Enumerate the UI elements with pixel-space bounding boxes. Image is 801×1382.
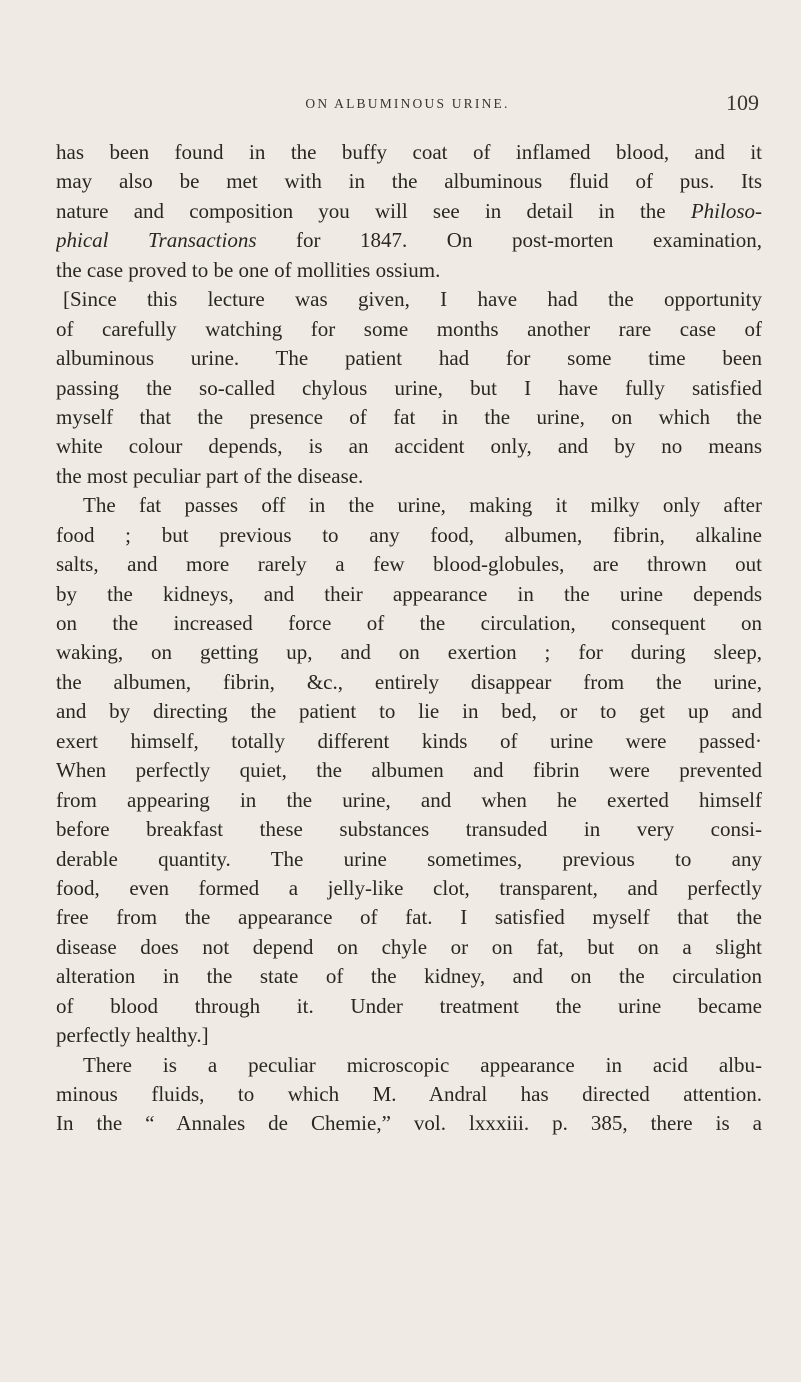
body-text [56, 138, 762, 1139]
text-line: the albumen, fibrin, &c., entirely disappear from the urine, [56, 669, 762, 694]
text-line: disease does not depend on chyle or on fat, but on a slight [56, 934, 762, 959]
text-line: on the increased force of the circulation, consequent on [56, 611, 762, 635]
text-line: and by directing the patient to lie in bed, or to get up and [56, 699, 762, 724]
text-line [56, 197, 762, 226]
text-line: albuminous urine. The patient had for some time been [56, 346, 762, 371]
text-line: minous fluids, to which M. Andral has directed attention. [56, 1082, 762, 1106]
text-line: by the kidneys, and their appearance in the urine depends [56, 581, 762, 606]
text-line: In the “ Annales de Chemie,” vol. lxxxiii. p. 385, there is a [56, 1111, 762, 1136]
page-number: 109 [726, 90, 759, 115]
text-line: may also be met with in the albuminous fluid of pus. Its [56, 169, 762, 194]
text-line [56, 226, 762, 255]
text-line: [Since this lecture was given, I have had the opportunity [63, 287, 762, 312]
text-line: passing the so-called chylous urine, but I have fully satisfied [56, 375, 762, 400]
text-line: of blood through it. Under treatment the urine became [56, 993, 762, 1018]
text-line: The fat passes off in the urine, making it milky only after [83, 493, 762, 518]
text-line: of carefully watching for some months another rare case of [56, 316, 762, 341]
text-line: When perfectly quiet, the albumen and fibrin were prevented [56, 758, 762, 783]
text-line: before breakfast these substances transuded in very consi- [56, 817, 762, 842]
text-line: white colour depends, is an accident only, and by no means [56, 434, 762, 459]
running-title: ON ALBUMINOUS URINE. [305, 96, 510, 111]
text-line: food ; but previous to any food, albumen, fibrin, alkaline [56, 522, 762, 547]
text-line: alteration in the state of the kidney, and on the circulation [56, 964, 762, 989]
italic-title: Philoso- [690, 198, 762, 223]
text-line: the most peculiar part of the disease. [56, 463, 364, 488]
text-span: for 1847. On post-morten examination, [256, 228, 762, 253]
text-span: nature and composition you will see in detail in the [56, 198, 666, 223]
text-line: derable quantity. The urine sometimes, previous to any [56, 846, 762, 871]
text-line: exert himself, totally different kinds of urine were passed· [56, 728, 762, 753]
text-line: perfectly healthy.] [56, 1023, 209, 1048]
text-line: has been found in the buffy coat of inflamed blood, and it [56, 140, 762, 164]
text-line: from appearing in the urine, and when he exerted himself [56, 787, 762, 812]
text-line: food, even formed a jelly-like clot, transparent, and perfectly [56, 875, 762, 900]
text-line: myself that the presence of fat in the urine, on which the [56, 404, 762, 429]
italic-title: phical Transactions [56, 228, 257, 253]
text-line: free from the appearance of fat. I satisfied myself that the [56, 905, 762, 930]
running-head [56, 90, 759, 120]
text-line: salts, and more rarely a few blood-globules, are thrown out [56, 552, 762, 577]
text-line: waking, on getting up, and on exertion ; for during sleep, [56, 640, 762, 665]
text-line: There is a peculiar microscopic appearance in acid albu- [83, 1052, 762, 1077]
text-line: the case proved to be one of mollities ossium. [56, 257, 441, 282]
